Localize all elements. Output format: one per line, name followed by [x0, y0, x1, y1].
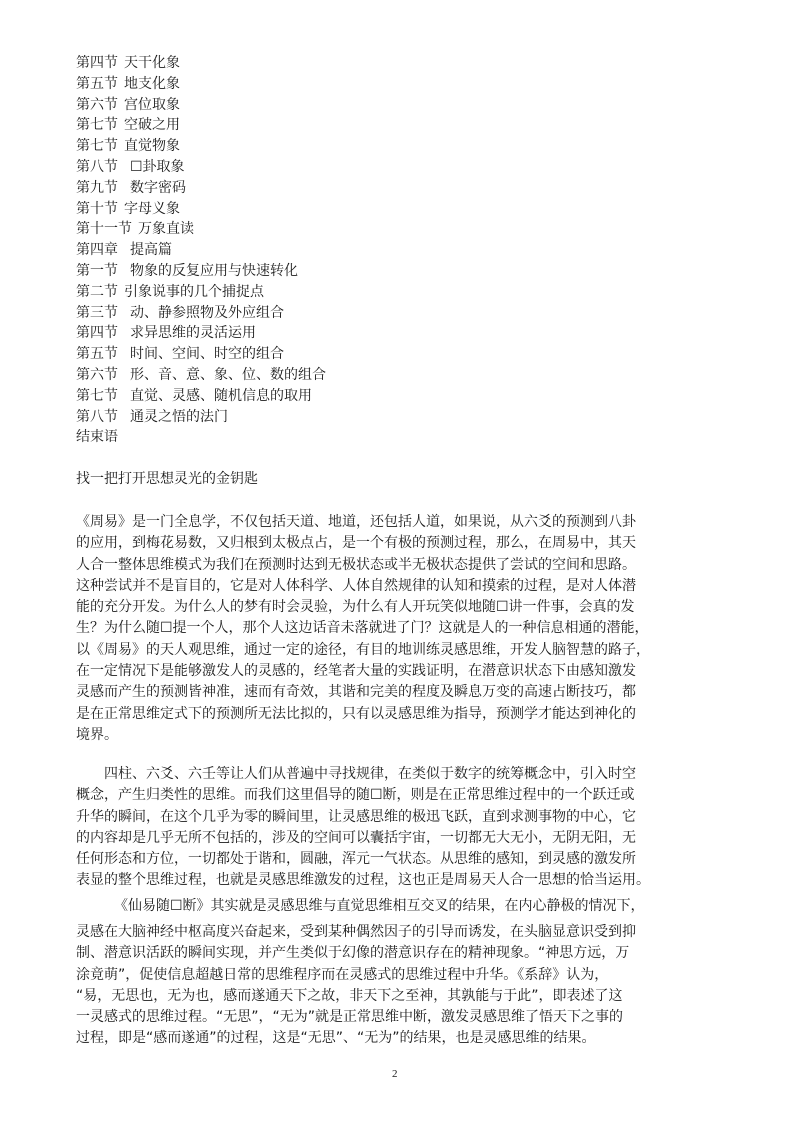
- toc-entry-number: 第三节: [76, 304, 118, 321]
- toc-entry-number: 第九节: [76, 179, 118, 196]
- toc-entry: [76, 115, 326, 136]
- toc-entry-number: 第六节: [76, 96, 118, 113]
- toc-entry-title: ☐卦取象: [130, 158, 185, 175]
- toc-entry: [76, 53, 326, 74]
- toc-entry-title: 直觉物象: [124, 138, 180, 155]
- toc-entry-number: 第四章: [76, 242, 118, 259]
- toc-entry-title: 直觉、灵感、随机信息的取用: [130, 387, 312, 404]
- toc-entry: [76, 427, 326, 448]
- toc-entry-number: 第七节: [76, 387, 118, 404]
- toc-entry-title: 时间、空间、时空的组合: [130, 346, 284, 363]
- text-line: 灵感在大脑神经中枢高度兴奋起来，受到某种偶然因子的引导而诱发，在头脑显意识受到抑: [76, 924, 636, 940]
- toc-entry-number: 第六节: [76, 366, 118, 383]
- toc-entry-title: 动、静参照物及外应组合: [130, 304, 284, 321]
- text-line: 《周易》是一门全息学，不仅包括天道、地道，还包括人道，如果说，从六爻的预测到八卦: [76, 514, 636, 530]
- toc-entry: [76, 178, 326, 199]
- toc-entry: [76, 219, 326, 240]
- toc-entry-title: 字母义象: [124, 200, 180, 217]
- toc-entry: [76, 240, 326, 261]
- text-line: 四柱、六爻、六壬等让人们从普遍中寻找规律，在类似于数字的统筹概念中，引入时空: [104, 766, 636, 782]
- text-line: 《仙易随☐断》其实就是灵感思维与直觉思维相互交叉的结果，在内心静极的情况下，: [114, 898, 645, 914]
- toc-entry-number: 第五节: [76, 75, 118, 92]
- toc-entry-title: 引象说事的几个捕捉点: [124, 283, 264, 300]
- toc-entry-number: 第四节: [76, 325, 118, 342]
- text-line: 境界。: [76, 726, 118, 743]
- toc-entry: [76, 74, 326, 95]
- toc-entry-number: 第五节: [76, 346, 118, 363]
- toc-entry-number: 结束语: [76, 429, 118, 446]
- toc-entry-number: 第七节: [76, 117, 118, 134]
- text-line: 升华的瞬间，在这个几乎为零的瞬间里，让灵感思维的极迅飞跃，直到求测事物的中心，它: [76, 808, 636, 825]
- toc-entry: [76, 199, 326, 220]
- text-line: 的内容却是几乎无所不包括的，涉及的空间可以囊括宇宙，一切都无大无小，无阴无阳，无: [76, 829, 636, 846]
- toc-entry-number: 第十节: [76, 200, 118, 217]
- text-line: 是在正常思维定式下的预测所无法比拟的，只有以灵感思维为指导，预测学才能达到神化的: [76, 705, 636, 722]
- toc-entry-title: 万象直读: [138, 221, 194, 238]
- text-line: 在一定情况下是能够激发人的灵感的，经笔者大量的实践证明，在潜意识状态下由感知激发: [76, 663, 636, 680]
- text-line: 人合一整体思维模式为我们在预测时达到无极状态或半无极状态提供了尝试的空间和思路。: [76, 556, 636, 573]
- toc-entry-number: 第四节: [76, 55, 118, 71]
- text-line: 能的充分开发。为什么人的梦有时会灵验，为什么有人开玩笑似地随☐讲一件事，会真的发: [76, 599, 635, 616]
- toc-entry-number: 第八节: [76, 158, 118, 175]
- text-line: 概念，产生归类性的思维。而我们这里倡导的随☐断，则是在正常思维过程中的一个跃迁或: [76, 787, 635, 804]
- text-line: 这种尝试并不是盲目的，它是对人体科学、人体自然规律的认知和摸索的过程，是对人体潜: [76, 577, 636, 594]
- text-line: 制、潜意识活跃的瞬间实现，并产生类似于幻像的潜意识存在的精神现象。“神思方远，万: [76, 945, 630, 962]
- toc-entry: [76, 344, 326, 365]
- toc-entry: [76, 136, 326, 157]
- toc-entry-title: 通灵之悟的法门: [130, 408, 228, 425]
- toc-entry-title: 求异思维的灵活运用: [130, 325, 256, 342]
- text-line: 任何形态和方位，一切都处于谐和，圆融，浑元一气状态。从思维的感知，到灵感的激发所: [76, 851, 636, 868]
- toc-entry-number: 第一节: [76, 262, 118, 279]
- text-line: 过程，即是“感而遂通”的过程，这是“无思”、“无为”的结果，也是灵感思维的结果。: [76, 1030, 596, 1047]
- text-line: 灵感而产生的预测皆神准，速而有奇效，其谐和完美的程度及瞬息万变的高速占断技巧，都: [76, 684, 636, 701]
- paragraph-1: [76, 512, 726, 746]
- toc-entry: [76, 407, 326, 428]
- toc-entry: [76, 303, 326, 324]
- toc-entry-number: 第二节: [76, 283, 118, 300]
- text-line: 以《周易》的天人观思维，通过一定的途径，有目的地训练灵感思维，开发人脑智慧的路子，: [76, 641, 650, 658]
- toc-entry-title: 空破之用: [124, 117, 180, 134]
- toc-entry: [76, 365, 326, 386]
- toc-entry: [76, 282, 326, 303]
- text-line: 涂竟萌”，促使信息超越日常的思维程序而在灵感式的思维过程中升华。《系辞》认为，: [76, 966, 609, 983]
- page-number: 2: [392, 1068, 398, 1080]
- toc-entry-title: 物象的反复应用与快速转化: [130, 262, 298, 279]
- toc-entry-title: 形、音、意、象、位、数的组合: [130, 366, 326, 383]
- text-line: 表显的整个思维过程，也就是灵感思维激发的过程，这也正是周易天人合一思想的恰当运用。: [76, 872, 650, 889]
- toc-entry-title: 宫位取象: [124, 96, 180, 113]
- toc-entry-title: 提高篇: [130, 242, 172, 259]
- toc-entry-number: 第十一节: [76, 221, 132, 238]
- table-of-contents: [76, 53, 326, 448]
- text-line: 一灵感式的思维过程。“无思”，“无为”就是正常思维中断，激发灵感思维了悟天下之事的: [76, 1009, 624, 1026]
- toc-entry: [76, 157, 326, 178]
- section-heading: 找一把打开思想灵光的金钥匙: [76, 471, 258, 487]
- toc-entry-title: 数字密码: [130, 179, 186, 196]
- toc-entry-number: 第七节: [76, 138, 118, 155]
- toc-entry: [76, 386, 326, 407]
- toc-entry-title: 地支化象: [124, 75, 180, 92]
- paragraph-2: [76, 764, 726, 892]
- text-line: “易，无思也，无为也，感而遂通天下之故，非天下之至神，其孰能与于此”，即表述了这: [76, 987, 623, 1004]
- text-line: 的应用，到梅花易数，又归根到太极点占，是一个有极的预测过程，那么，在周易中，其天: [76, 535, 636, 552]
- toc-entry: [76, 95, 326, 116]
- text-line: 生？为什么随☐提一个人，那个人这边话音未落就进了门？这就是人的一种信息相通的潜能，: [76, 620, 649, 637]
- toc-entry-number: 第八节: [76, 408, 118, 425]
- toc-entry: [76, 323, 326, 344]
- paragraph-3: [76, 896, 726, 1050]
- toc-entry-title: 天干化象: [124, 55, 180, 71]
- toc-entry: [76, 261, 326, 282]
